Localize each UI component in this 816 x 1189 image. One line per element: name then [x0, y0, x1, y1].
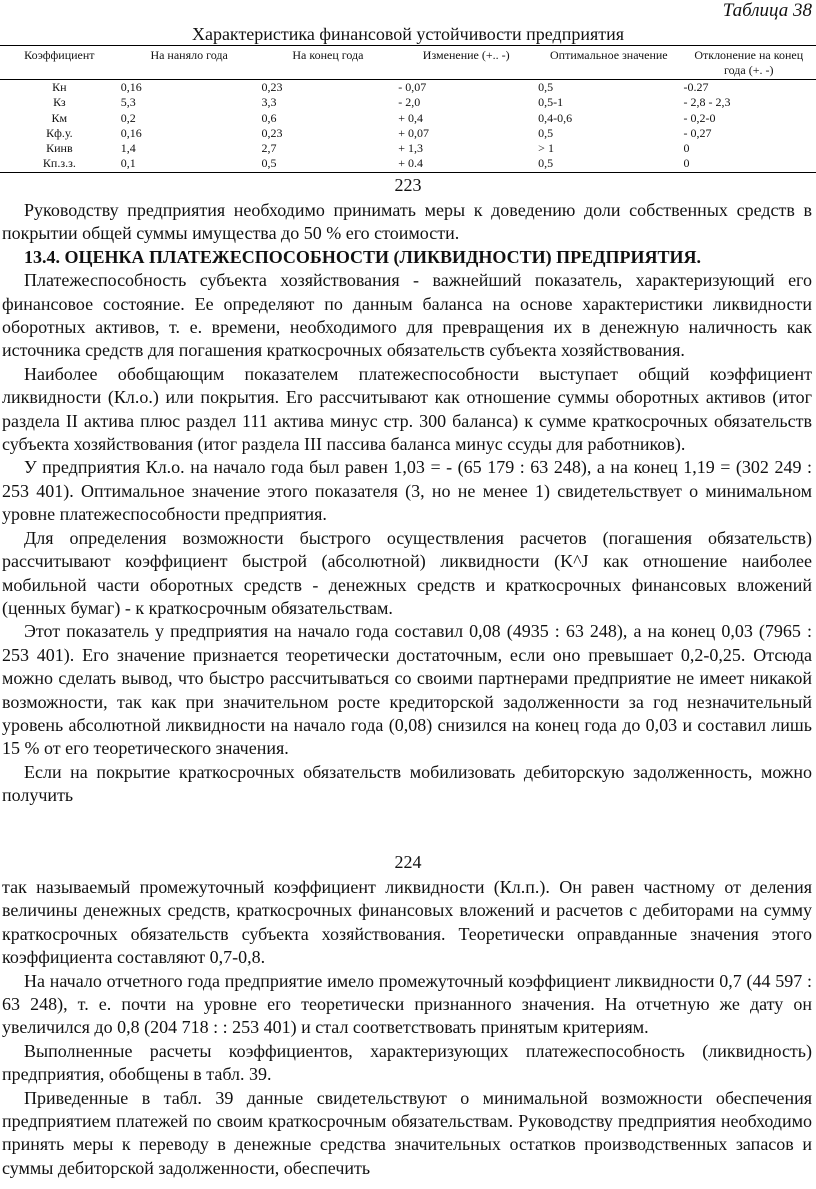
paragraph: так называемый промежуточный коэффициент ликвидности (Кл.п.). Он равен частному от деления величины денежных средств, краткосрочных финансовых вложений и расчетов с дебиторами на сумму краткосрочных обязательств субъекта хозяйствования. Теоретически оправданные значения этого коэффициента составляют 0,7-0,8. [2, 877, 812, 968]
paragraph: Приведенные в табл. 39 данные свидетельствуют о минимальной возможности обеспечения предприятием платежей по своим краткосрочным обязательствам. Руководству предприятия необходимо принять меры к переводу в денежные средства значительных остатков производственных запасов и суммы дебиторской задолженности, обеспечить [2, 1087, 812, 1178]
header-deviation: Отклонение на конец года (+. -) [681, 46, 816, 80]
header-coefficient: Коэффициент [0, 46, 119, 80]
table-cell: 5,3 [120, 95, 136, 110]
paragraph: Наиболее обобщающим показателем платежеспособности выступает общий коэффициент ликвидности (Кл.о.) или покрытия. Его рассчитывают как отношение суммы оборотных активов (итог раздела II актива плюс раздел 111 актива минус стр. 300 баланса) к сумме краткосрочных обязательств субъекта хозяйствования (итог раздела III пассива баланса минус ссуды для работников). [2, 363, 812, 455]
table-cell: 0 [681, 156, 816, 172]
table-cell: 0,5 [260, 156, 397, 172]
paragraph: На начало отчетного года предприятие имело промежуточный коэффициент ликвидности 0,7 (44 597 : 63 248), т. е. почти на уровне его теоретически признанного значения. На отчетную же дату он увеличился до 0,8 (204 718 : : 253 401) и стал соответствовать принятым критериям. [2, 970, 812, 1038]
table-header-row [0, 46, 816, 80]
table-cell: - 2,0 [398, 95, 421, 110]
text-section-1 [2, 199, 812, 808]
table-cell: Км [51, 110, 68, 125]
table-cell: 0 [683, 141, 690, 156]
page-number-223: 223 [394, 175, 422, 195]
header-year-end: На конец года [260, 46, 397, 80]
table-cell: + 0.4 [396, 156, 536, 172]
table-cell: - 0,2-0 [683, 110, 716, 125]
page-number-224: 224 [394, 852, 422, 872]
paragraph: Для определения возможности быстрого осуществления расчетов (погашения обязательств) рассчитывают коэффициент быстрой (абсолютной) ликвидности (K^J как отношение наиболее мобильной части оборотных средств - денежных средств и краткосрочных финансовых вложений (ценных бумаг) - к краткосрочным обязательствам. [2, 527, 812, 618]
table-row [0, 95, 816, 110]
table-cell: 0,23 [261, 125, 283, 140]
table-cell: 0,2 [120, 110, 136, 125]
table-cell: Кинв [46, 141, 73, 156]
table-row [0, 156, 816, 172]
table-cell: 0,16 [120, 125, 142, 140]
text-section-2 [2, 876, 812, 1180]
table-cell: + 0,4 [398, 110, 424, 125]
table-cell: + 1,3 [398, 141, 424, 156]
table-cell: 0,6 [261, 110, 277, 125]
header-year-start: На наняло года [119, 46, 260, 80]
paragraph: Платежеспособность субъекта хозяйствования - важнейший показатель, характеризующий его финансовое состояние. Ее определяют по данным баланса на основе характеристики ликвидности оборотных активов, т. е. времени, необходимого для превращения их в денежную наличность как источника средств для погашения краткосрочных обязательств субъекта хозяйствования. [2, 270, 812, 361]
table-cell: -0.27 [683, 80, 709, 94]
table-cell: 0,5 [538, 125, 554, 140]
table-cell: 0,23 [261, 80, 283, 94]
table-cell: 0,5-1 [538, 95, 564, 110]
table-cell: 0,5 [538, 80, 554, 94]
table-cell: 1,4 [120, 141, 136, 156]
paragraph: Выполненные расчеты коэффициентов, характеризующих платежеспособность (ликвидность) предприятия, обобщены в табл. 39. [2, 1040, 812, 1085]
paragraph: Руководству предприятия необходимо принимать меры к доведению доли собственных средств в покрытии общей суммы имущества до 50 % его стоимости. [2, 200, 812, 244]
table-cell: - 0,27 [683, 125, 712, 140]
table-cell: + 0,07 [398, 125, 430, 140]
table-cell: - 2,8 - 2,3 [683, 95, 731, 110]
paragraph: Если на покрытие краткосрочных обязательств мобилизовать дебиторскую задолженность, можно получить [2, 761, 812, 806]
paragraph: У предприятия Кл.о. на начало года был равен 1,03 = - (65 179 : 63 248), а на конец 1,19 = (302 249 : 253 401). Оптимальное значение этого показателя (3, но не менее 1) свидетельствует о минимальном уровне платежеспособности предприятия. [2, 457, 812, 525]
table-row [0, 141, 816, 156]
table-cell: 0,4-0,6 [538, 110, 573, 125]
table-cell: 0,1 [119, 156, 260, 172]
table-cell: 2,7 [261, 141, 277, 156]
table-cell: > 1 [538, 141, 554, 156]
table-cell: 3,3 [261, 95, 277, 110]
table-row [0, 111, 816, 126]
table-cell: Кн [52, 80, 67, 94]
table-cell: Кф.у. [46, 125, 73, 140]
header-optimal: Оптимальное значение [536, 46, 681, 80]
table-cell: 0,5 [536, 156, 681, 172]
paragraph: Этот показатель у предприятия на начало года составил 0,08 (4935 : 63 248), а на конец 0,03 (7965 : 253 401). Его значение признается теоретически достаточным, если оно превышает 0,2-0,25. Отсюда можно сделать вывод, что быстро рассчитываться со своими партнерами предприятие не имеет никакой возможности, так как при значительном росте кредиторской задолженности за год незначительный уровень абсолютной ликвидности на начало года (0,08) снизился на конец года до 0,03 и составил лишь 15 % от его теоретического значения. [2, 621, 812, 759]
table-title: Характеристика финансовой устойчивости предприятия [191, 24, 625, 44]
header-change: Изменение (+.. -) [396, 46, 536, 80]
table-row [0, 126, 816, 141]
financial-stability-table [0, 45, 816, 173]
section-heading: 13.4. ОЦЕНКА ПЛАТЕЖЕСПОСОБНОСТИ (ЛИКВИДНОСТИ) ПРЕДПРИЯТИЯ. [24, 246, 702, 267]
table-cell: Кз [53, 95, 66, 110]
table-cell: 0,16 [120, 80, 142, 94]
table-cell: Кп.з.з. [0, 156, 119, 172]
table-row [0, 80, 816, 96]
table-cell: - 0,07 [398, 80, 427, 94]
table-number-label: Таблица 38 [722, 0, 812, 21]
